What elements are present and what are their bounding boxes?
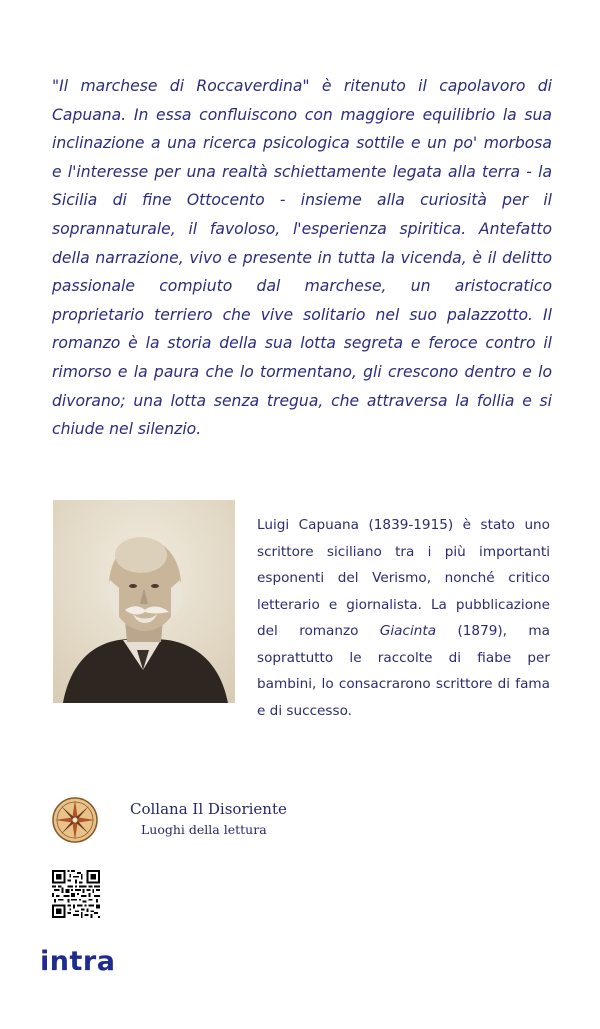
publisher-logo: intra — [40, 946, 116, 977]
bio-text-part2: (1879), ma soprattutto le raccolte di fiabe per bambini, lo consacrarono scrittore di fama e di successo. — [257, 623, 550, 719]
author-bio — [257, 512, 550, 724]
bio-book-title: Giacinta — [379, 623, 437, 639]
author-portrait — [53, 500, 235, 703]
compass-rose-icon — [52, 797, 98, 843]
qr-code-icon — [52, 870, 100, 918]
series-subtitle: Luoghi della lettura — [141, 822, 267, 837]
series-title: Collana Il Disoriente — [130, 800, 287, 818]
bio-text-part1: Luigi Capuana (1839-1915) è stato uno scrittore siciliano tra i più importanti esponenti del Verismo, nonché critico letterario e giornalista. La pubblicazione del romanzo — [257, 517, 550, 639]
back-cover-blurb: "Il marchese di Roccaverdina" è ritenuto il capolavoro di Capuana. In essa confluiscono con maggiore equilibrio la sua inclinazione a una ricerca psicologica sottile e un po' morbosa e l'interesse per una realtà schiettamente legata alla terra - la Sicilia di fine Ottocento - insieme alla curiosità per il soprannaturale, il favoloso, l'esperienza spiritica. Antefatto della narrazione, vivo e presente in tutta la vicenda, è il delitto passionale compiuto dal marchese, un aristocratico proprietario terriero che vive solitario nel suo palazzotto. Il romanzo è la storia della sua lotta segreta e feroce contro il rimorso e la paura che lo tormentano, gli crescono dentro e lo divorano; una lotta senza tregua, che attraversa la follia e si chiude nel silenzio. — [52, 77, 552, 439]
